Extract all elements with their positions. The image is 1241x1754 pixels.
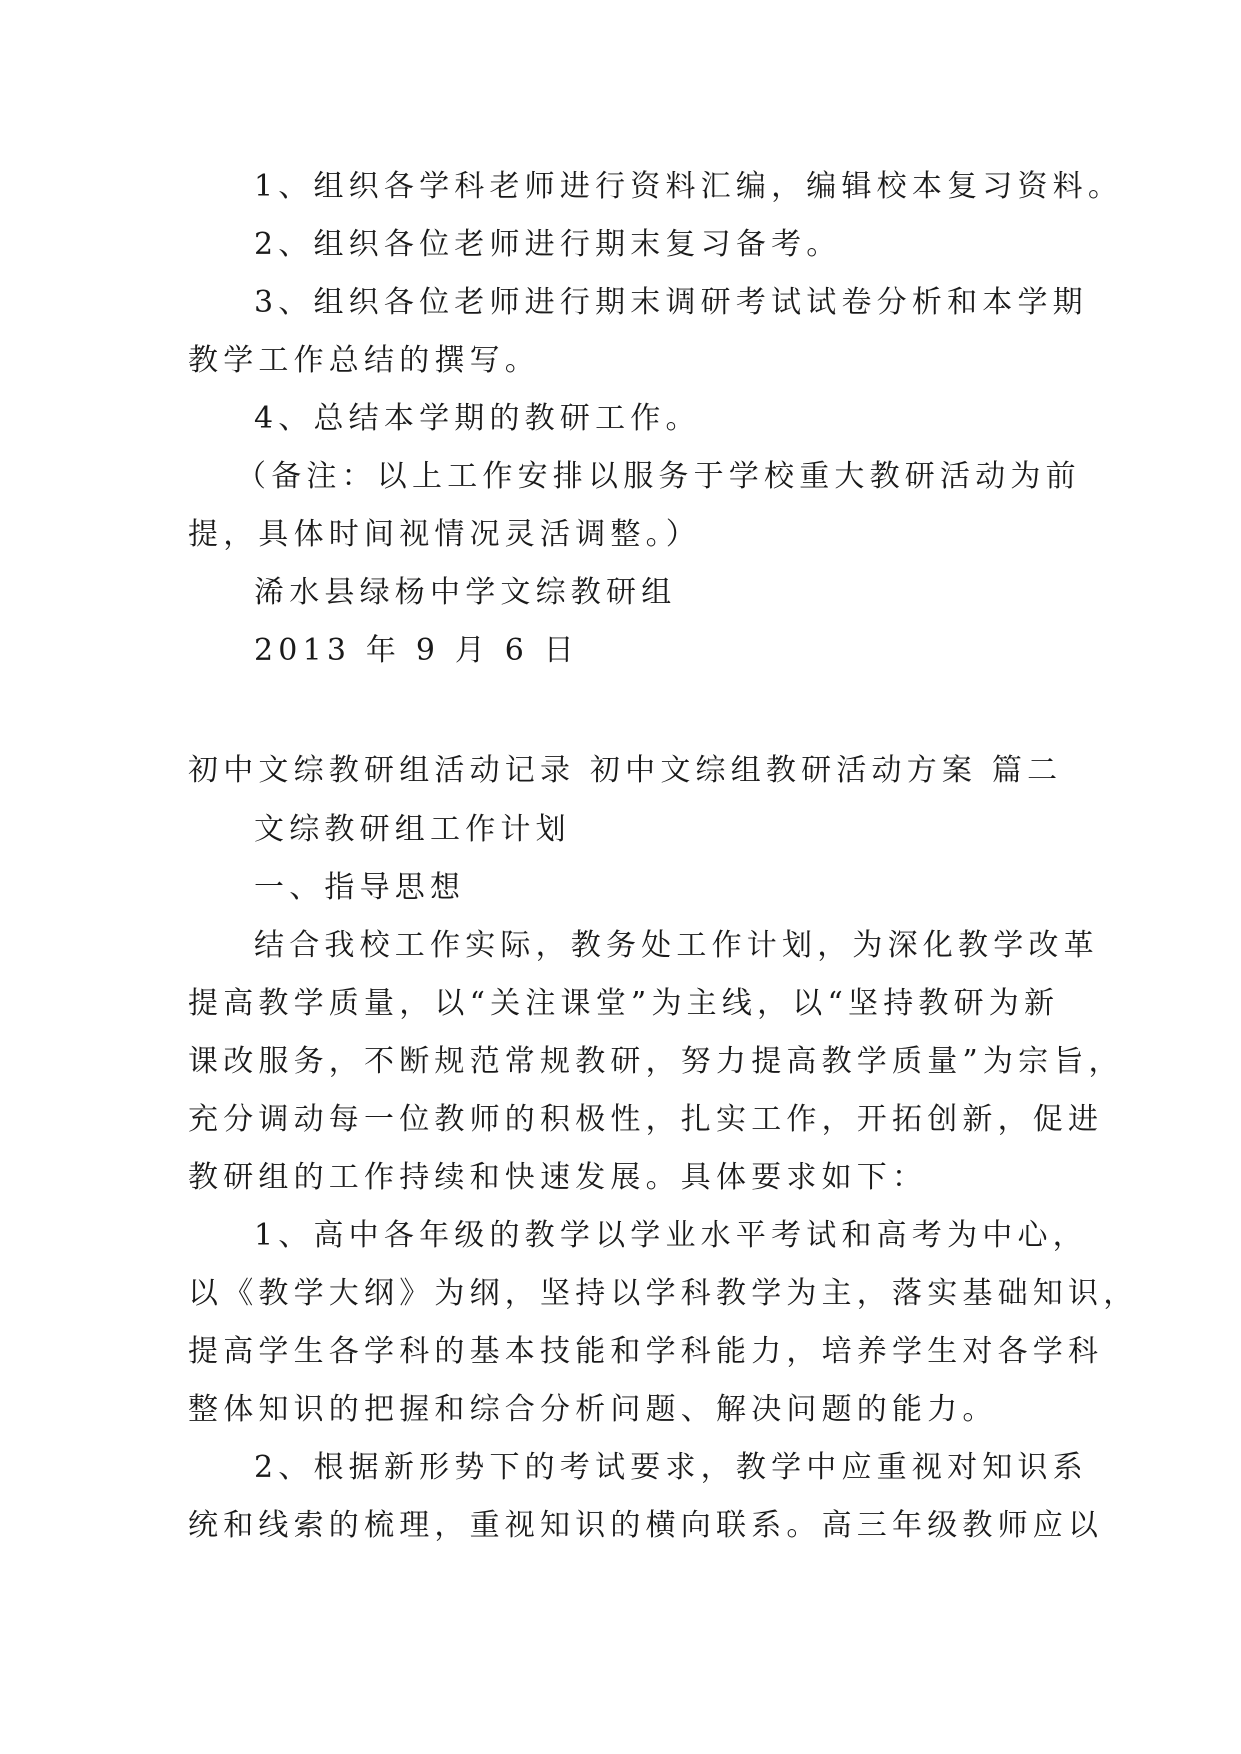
text-line: 整体知识的把握和综合分析问题、解决问题的能力。: [188, 1392, 998, 1427]
text-line: 教研组的工作持续和快速发展。具体要求如下：: [188, 1160, 928, 1195]
text-line: 教学工作总结的撰写。: [188, 343, 540, 378]
text-line: 2、组织各位老师进行期末复习备考。: [254, 227, 842, 262]
text-line: 1、高中各年级的教学以学业水平考试和高考为中心，: [254, 1218, 1088, 1253]
subsection-title: 文综教研组工作计划: [254, 812, 571, 847]
signature-date: 2013 年 9 月 6 日: [254, 633, 580, 668]
signature-org: 浠水县绿杨中学文综教研组: [254, 575, 677, 610]
note-line: 提，具体时间视情况灵活调整。）: [188, 517, 701, 552]
note-line: （备注：以上工作安排以服务于学校重大教研活动为前: [236, 459, 1081, 494]
text-line: 统和线索的梳理，重视知识的横向联系。高三年级教师应以: [188, 1508, 1104, 1543]
text-line: 3、组织各位老师进行期末调研考试试卷分析和本学期: [254, 285, 1088, 320]
text-line: 1、组织各学科老师进行资料汇编，编辑校本复习资料。: [254, 169, 1124, 204]
heading-guiding-ideology: 一、指导思想: [254, 870, 466, 905]
text-line: 结合我校工作实际，教务处工作计划，为深化教学改革: [254, 928, 1099, 963]
text-line: 提高学生各学科的基本技能和学科能力，培养学生对各学科: [188, 1334, 1104, 1369]
text-line: 以《教学大纲》为纲，坚持以学科教学为主，落实基础知识，: [188, 1276, 1139, 1311]
text-line: 提高教学质量，以“关注课堂”为主线，以“坚持教研为新: [188, 986, 1060, 1021]
text-line: 课改服务，不断规范常规教研，努力提高教学质量”为宗旨，: [188, 1044, 1124, 1079]
text-line: 2、根据新形势下的考试要求，教学中应重视对知识系: [254, 1450, 1088, 1485]
text-line: 4、总结本学期的教研工作。: [254, 401, 701, 436]
section-title: 初中文综教研组活动记录 初中文综组教研活动方案 篇二: [188, 753, 1063, 788]
text-line: 充分调动每一位教师的积极性，扎实工作，开拓创新，促进: [188, 1102, 1104, 1137]
